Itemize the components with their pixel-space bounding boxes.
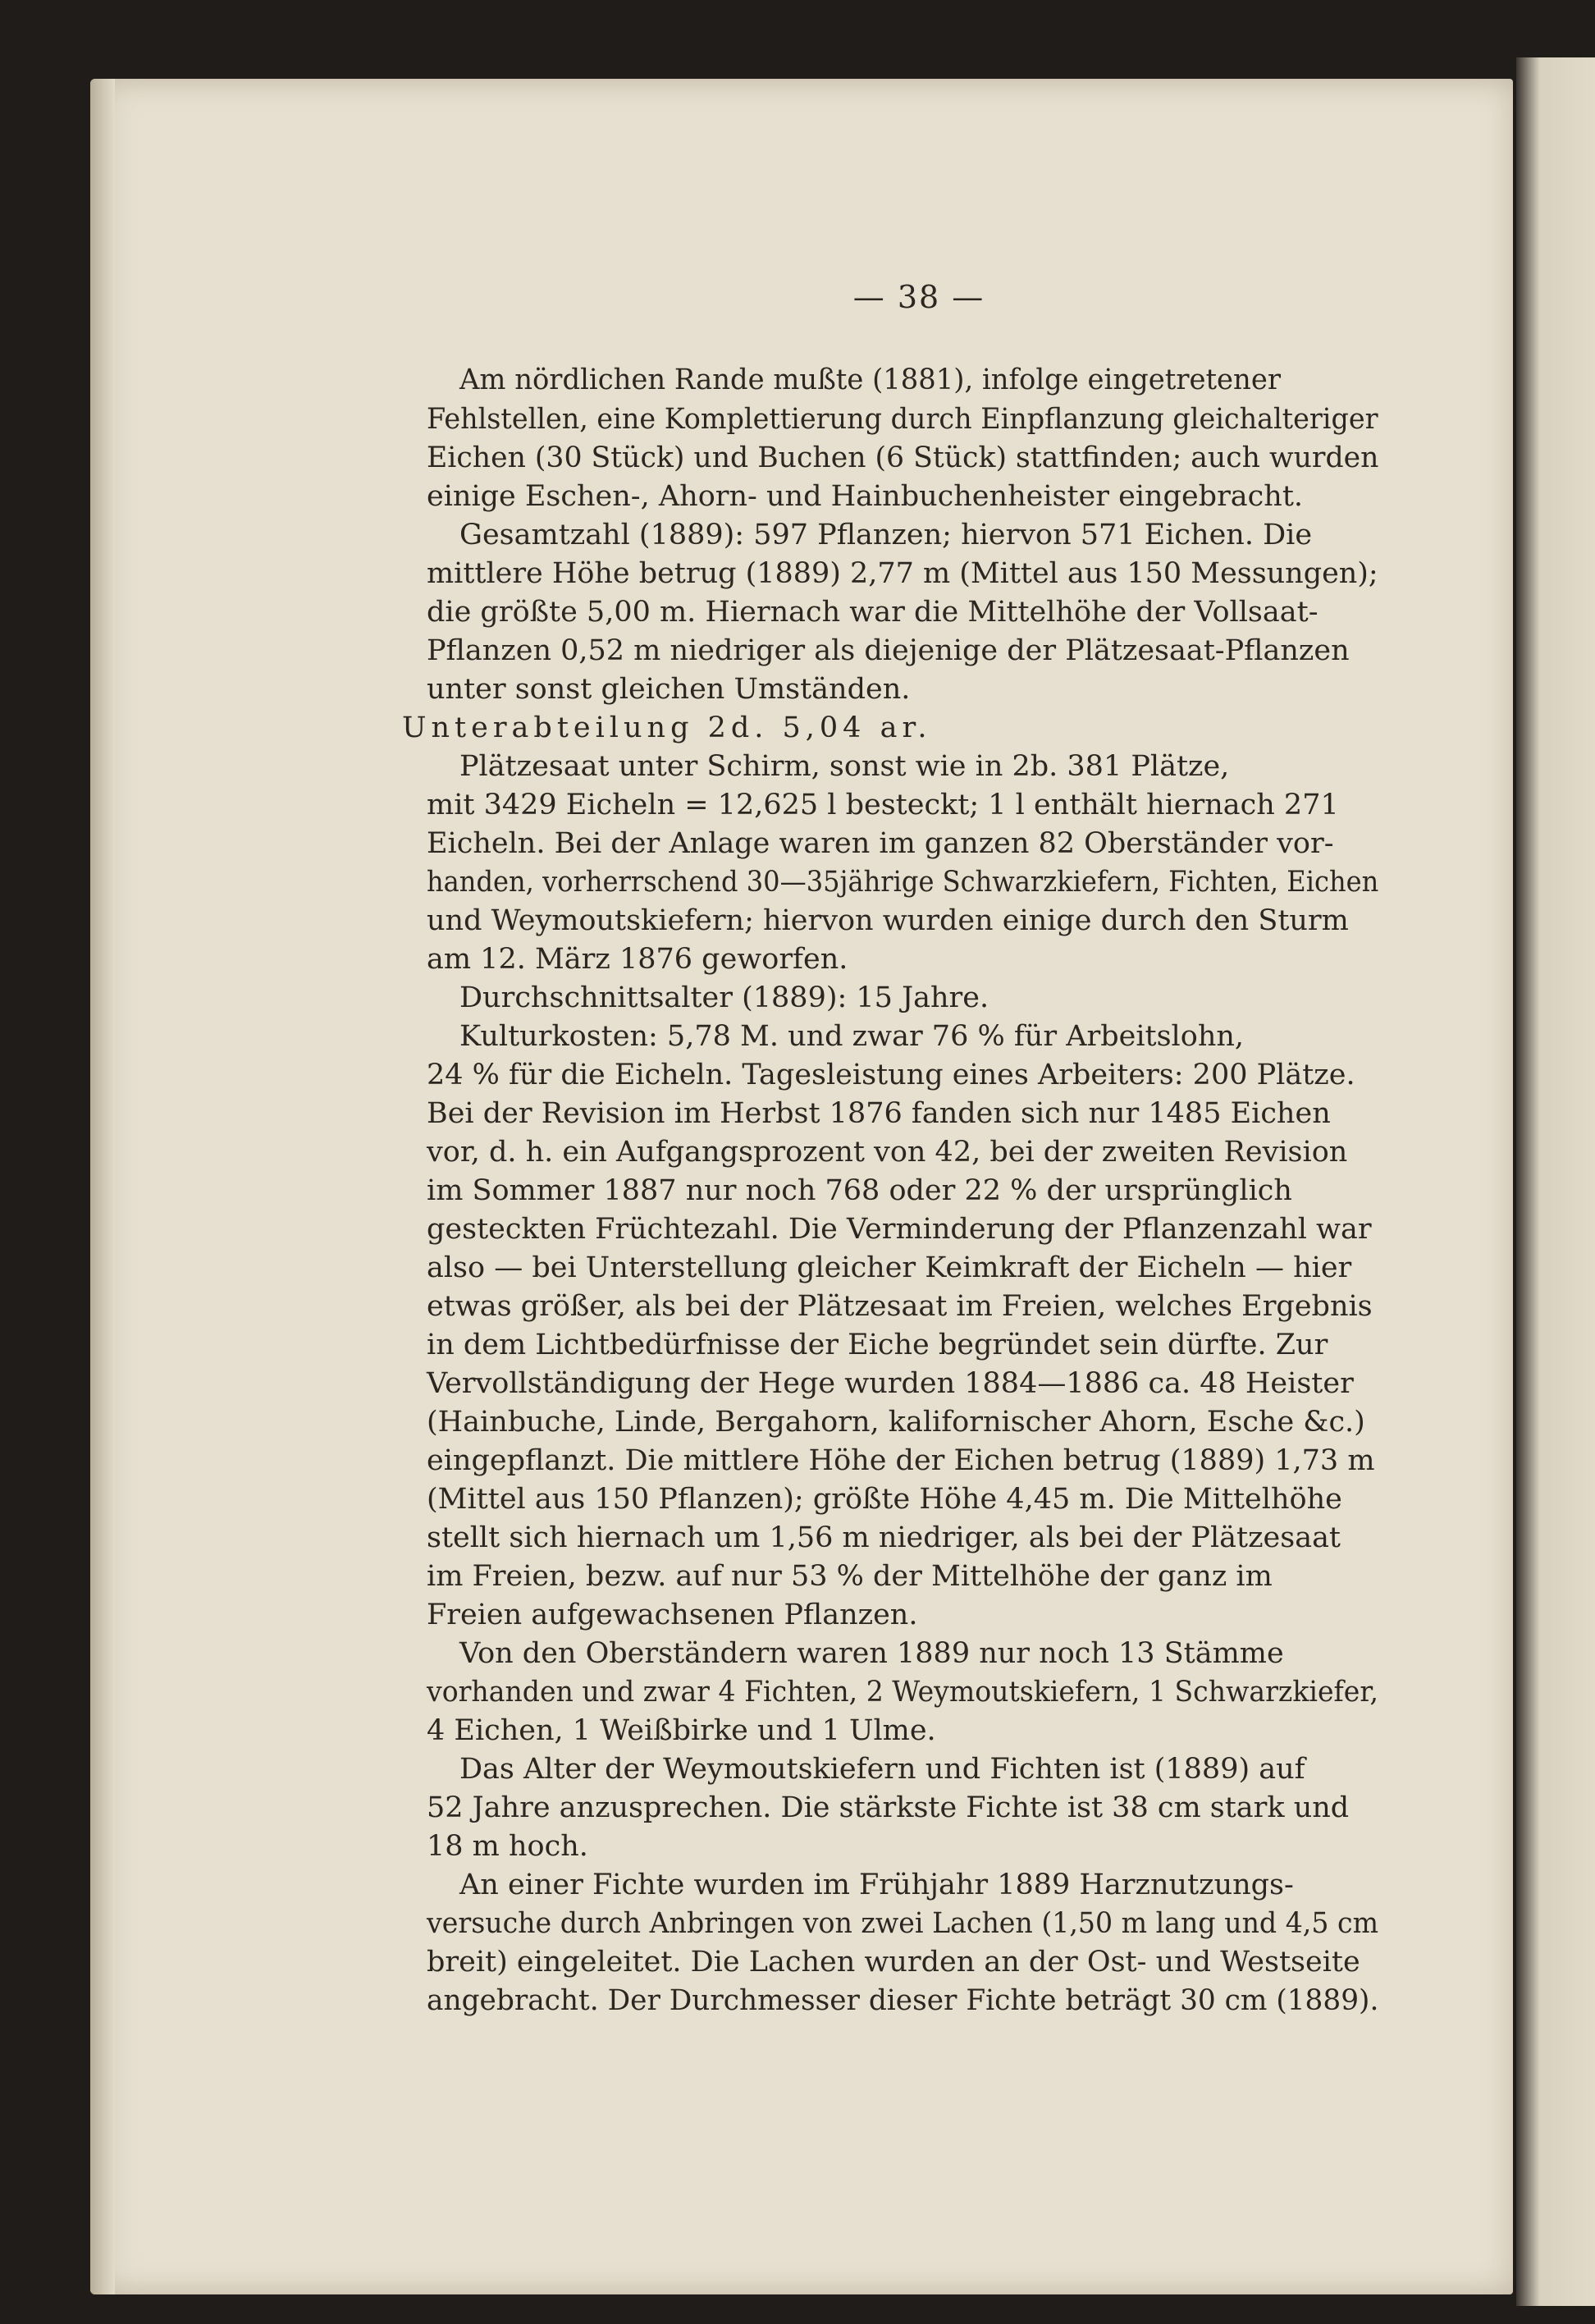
text-line: im Sommer 1887 nur noch 768 oder 22 % der ursprünglich (427, 1174, 1292, 1207)
text-line: die größte 5,00 m. Hiernach war die Mittelhöhe der Vollsaat- (427, 596, 1319, 629)
text-line: Das Alter der Weymoutskiefern und Fichten ist (1889) auf (459, 1753, 1305, 1786)
text-line: 24 % für die Eicheln. Tagesleistung eines Arbeiters: 200 Plätze. (427, 1059, 1355, 1091)
text-line: Fehlstellen, eine Komplettierung durch Einpflanzung gleichalteriger (427, 403, 1378, 436)
text-line: mittlere Höhe betrug (1889) 2,77 m (Mittel aus 150 Messungen); (427, 557, 1378, 590)
text-line: Eicheln. Bei der Anlage waren im ganzen 82 Oberständer vor- (427, 827, 1334, 860)
text-line: einige Eschen-, Ahorn- und Hainbuchenheister eingebracht. (427, 480, 1304, 513)
text-line: (Hainbuche, Linde, Bergahorn, kalifornischer Ahorn, Esche &c.) (427, 1406, 1365, 1439)
text-line: 52 Jahre anzusprechen. Die stärkste Fichte ist 38 cm stark und (427, 1791, 1350, 1824)
text-line: im Freien, bezw. auf nur 53 % der Mittelhöhe der ganz im (427, 1560, 1273, 1593)
text-line: stellt sich hiernach um 1,56 m niedriger, als bei der Plätzesaat (427, 1521, 1341, 1554)
text-line: Kulturkosten: 5,78 M. und zwar 76 % für Arbeitslohn, (459, 1020, 1245, 1053)
text-line: Durchschnittsalter (1889): 15 Jahre. (459, 981, 989, 1014)
text-line: 18 m hoch. (427, 1830, 588, 1863)
text-line: Gesamtzahl (1889): 597 Pflanzen; hiervon 571 Eichen. Die (459, 519, 1313, 551)
text-line: An einer Fichte wurden im Frühjahr 1889 Harznutzungs- (459, 1869, 1294, 1901)
text-line: und Weymoutskiefern; hiervon wurden einige durch den Sturm (427, 904, 1349, 937)
text-line: versuche durch Anbringen von zwei Lachen (1,50 m lang und 4,5 cm (427, 1907, 1379, 1940)
text-line: am 12. März 1876 geworfen. (427, 943, 848, 976)
text-line: Vervollständigung der Hege wurden 1884—1886 ca. 48 Heister (427, 1367, 1354, 1400)
text-line: handen, vorherrschend 30—35jährige Schwarzkiefern, Fichten, Eichen (427, 866, 1379, 899)
text-line: in dem Lichtbedürfnisse der Eiche begründet sein dürfte. Zur (427, 1329, 1328, 1361)
next-page-edge (1516, 57, 1595, 2306)
text-line: Pflanzen 0,52 m niedriger als diejenige der Plätzesaat-Pflanzen (427, 634, 1350, 667)
text-line: (Mittel aus 150 Pflanzen); größte Höhe 4,45 m. Die Mittelhöhe (427, 1483, 1342, 1516)
text-line: 4 Eichen, 1 Weißbirke und 1 Ulme. (427, 1714, 936, 1747)
text-line: Freien aufgewachsenen Pflanzen. (427, 1599, 918, 1631)
text-line: etwas größer, als bei der Plätzesaat im Freien, welches Ergebnis (427, 1290, 1373, 1323)
text-line: vorhanden und zwar 4 Fichten, 2 Weymoutskiefern, 1 Schwarzkiefer, (427, 1676, 1379, 1709)
text-line: Von den Oberständern waren 1889 nur noch 13 Stämme (459, 1637, 1284, 1670)
text-line: Am nördlichen Rande mußte (1881), infolge eingetretener (459, 364, 1281, 396)
text-line: Plätzesaat unter Schirm, sonst wie in 2b. 381 Plätze, (459, 750, 1230, 783)
text-line: Bei der Revision im Herbst 1876 fanden sich nur 1485 Eichen (427, 1097, 1331, 1130)
text-line: also — bei Unterstellung gleicher Keimkraft der Eicheln — hier (427, 1251, 1352, 1284)
page-gutter (90, 79, 115, 2294)
text-line: vor, d. h. ein Aufgangsprozent von 42, bei der zweiten Revision (427, 1136, 1348, 1169)
text-line: eingepflanzt. Die mittlere Höhe der Eichen betrug (1889) 1,73 m (427, 1444, 1375, 1477)
text-line: Eichen (30 Stück) und Buchen (6 Stück) stattfinden; auch wurden (427, 441, 1379, 474)
text-line: breit) eingeleitet. Die Lachen wurden an der Ost- und Westseite (427, 1946, 1360, 1979)
page-number: — 38 — (852, 279, 985, 315)
subsection-heading: Unterabteilung 2d. 5,04 ar. (402, 711, 932, 744)
text-line: mit 3429 Eicheln = 12,625 l besteckt; 1 l enthält hiernach 271 (427, 789, 1339, 821)
text-line: gesteckten Früchtezahl. Die Verminderung der Pflanzenzahl war (427, 1213, 1372, 1246)
text-line: unter sonst gleichen Umständen. (427, 673, 911, 706)
text-line: angebracht. Der Durchmesser dieser Fichte beträgt 30 cm (1889). (427, 1984, 1379, 2017)
page-text (402, 279, 1411, 2249)
